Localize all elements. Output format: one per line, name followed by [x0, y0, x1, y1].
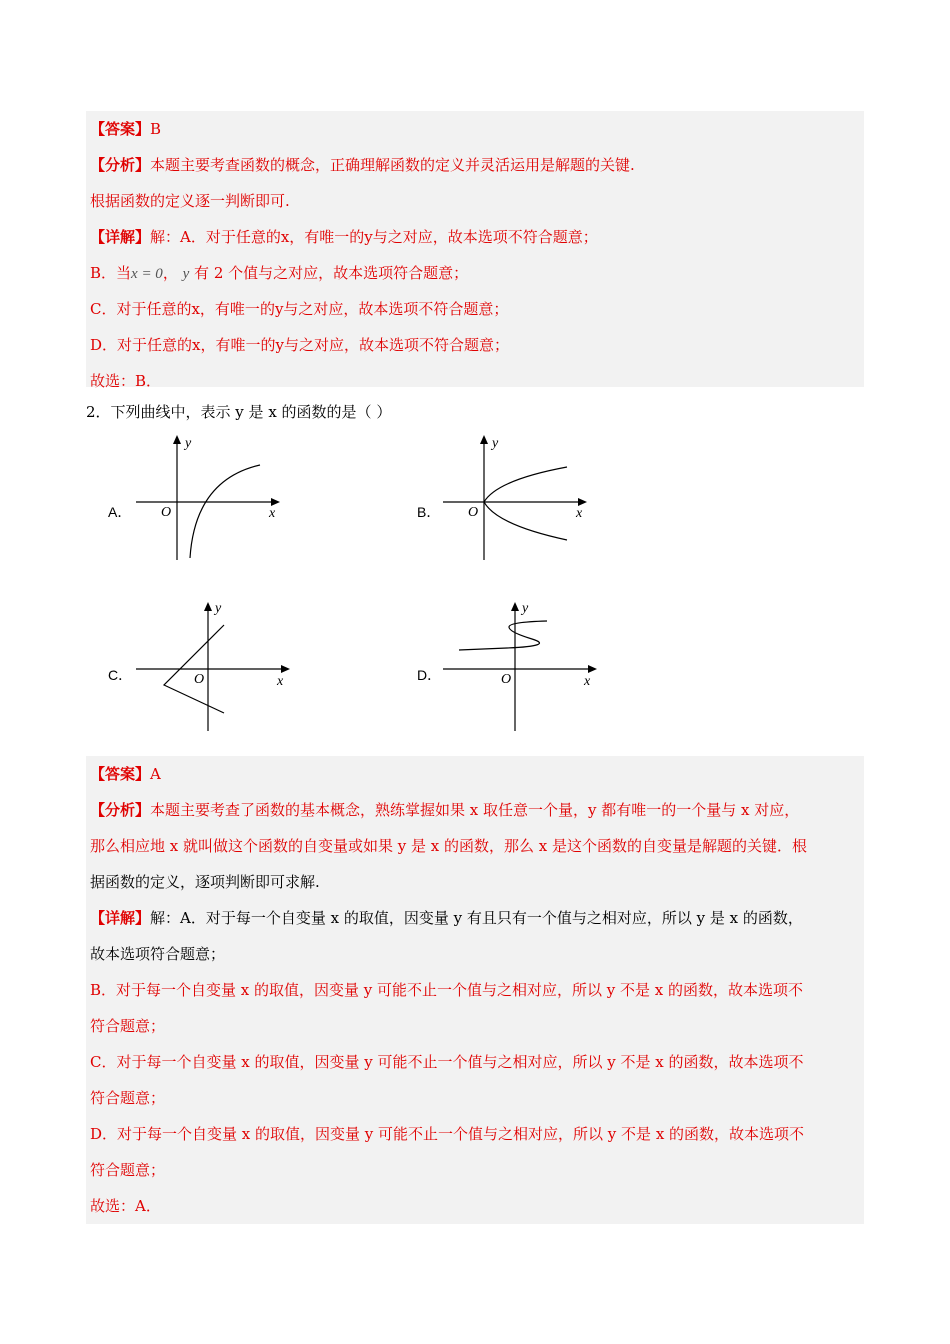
- answer-tag: 【答案】: [90, 765, 151, 783]
- answer-value: B: [150, 120, 162, 138]
- conclusion: 故选：A．: [90, 1197, 161, 1215]
- axis-x-label: x: [576, 506, 583, 521]
- analysis-text: 本题主要考查函数的概念，正确理解函数的定义并灵活运用是解题的关键.: [150, 156, 635, 174]
- answer-line: [90, 111, 860, 147]
- origin-label: O: [161, 505, 172, 520]
- conclusion: 故选：B．: [90, 372, 162, 390]
- question-2-stem: 2．下列曲线中，表示 y 是 x 的函数的是（ ）: [86, 403, 392, 421]
- axis-x-label: x: [269, 506, 276, 521]
- detail-b-math: x = 0: [131, 266, 163, 282]
- origin-label: O: [501, 672, 512, 687]
- answer-tag: 【答案】: [90, 120, 151, 138]
- detail-b-y: y: [182, 266, 190, 282]
- detail-line-b2: 符合题意；: [90, 1017, 166, 1035]
- detail-line-b1: B．对于每一个自变量 x 的取值，因变量 y 可能不止一个值与之相对应，所以 y 不是 x 的函数，故本选项不: [90, 981, 804, 999]
- detail-line-a2: 故本选项符合题意；: [90, 945, 226, 963]
- detail-line-a: [90, 219, 860, 255]
- axis-y-label: y: [522, 601, 529, 616]
- detail-line-d: D．对于任意的x，有唯一的y与之对应，故本选项不符合题意；: [90, 336, 509, 354]
- detail-b-suffix: 有 2 个值与之对应，故本选项符合题意；: [194, 264, 469, 282]
- detail-line-b: B．当x = 0， y 有 2 个值与之对应，故本选项符合题意；: [90, 264, 469, 282]
- axis-y-label: y: [215, 601, 222, 616]
- analysis-line: [90, 147, 860, 183]
- analysis-tag: 【分析】: [90, 801, 151, 819]
- option-b-label: B．: [417, 504, 441, 520]
- detail-tag: 【详解】: [90, 909, 151, 927]
- detail-line-c: C．对于任意的x，有唯一的y与之对应，故本选项不符合题意；: [90, 300, 509, 318]
- detail-line-a1: [90, 900, 860, 936]
- graph-c: [130, 597, 290, 737]
- analysis-text-1: 本题主要考查了函数的基本概念，熟练掌握如果 x 取任意一个量，y 都有唯一的一个量与 x 对应，: [150, 801, 800, 819]
- graph-b: [437, 430, 597, 570]
- analysis-line-2: 根据函数的定义逐一判断即可.: [90, 192, 290, 210]
- analysis-tag: 【分析】: [90, 156, 151, 174]
- option-d-label: D．: [417, 667, 442, 683]
- detail-line-c2: 符合题意；: [90, 1089, 166, 1107]
- detail-a: 解：A．对于任意的x，有唯一的y与之对应，故本选项不符合题意；: [150, 228, 598, 246]
- detail-line-d2: 符合题意；: [90, 1161, 166, 1179]
- option-a-label: A．: [108, 504, 132, 520]
- answer-line: [90, 756, 860, 792]
- origin-label: O: [468, 505, 479, 520]
- axis-x-label: x: [584, 674, 591, 689]
- detail-b-prefix: B．当: [90, 264, 132, 282]
- graph-d: [437, 597, 597, 737]
- axis-y-label: y: [492, 436, 499, 451]
- axis-x-label: x: [277, 674, 284, 689]
- detail-line-c1: C．对于每一个自变量 x 的取值，因变量 y 可能不止一个值与之相对应，所以 y 不是 x 的函数，故本选项不: [90, 1053, 804, 1071]
- analysis-line-3: 据函数的定义，逐项判断即可求解.: [90, 873, 320, 891]
- option-c-label: C．: [108, 667, 133, 683]
- answer-block-1: [86, 111, 864, 390]
- detail-line-d1: D．对于每一个自变量 x 的取值，因变量 y 可能不止一个值与之相对应，所以 y 不是 x 的函数，故本选项不: [90, 1125, 805, 1143]
- detail-a1: 解：A．对于每一个自变量 x 的取值，因变量 y 有且只有一个值与之相对应，所以 y 是 x 的函数，: [150, 909, 803, 927]
- answer-value: A: [150, 765, 161, 783]
- detail-tag: 【详解】: [90, 228, 151, 246]
- origin-label: O: [194, 672, 205, 687]
- answer-block-2: [86, 756, 864, 1224]
- graph-a: [130, 430, 290, 570]
- analysis-line-1: [90, 792, 860, 828]
- analysis-line-2: 那么相应地 x 就叫做这个函数的自变量或如果 y 是 x 的函数，那么 x 是这个函数的自变量是解题的关键．根: [90, 837, 808, 855]
- axis-y-label: y: [185, 436, 192, 451]
